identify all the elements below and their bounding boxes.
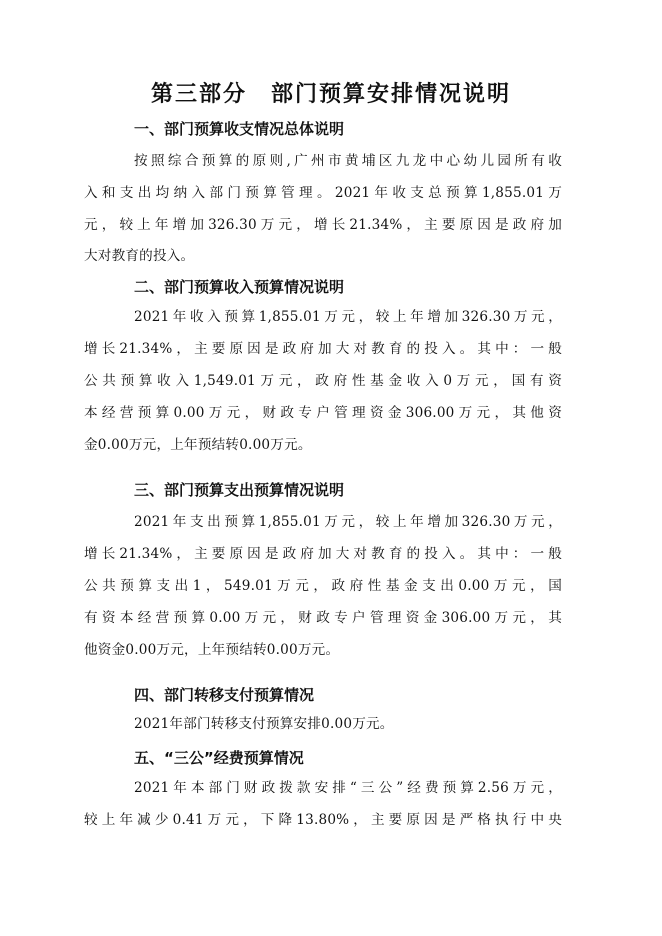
section-2-line-1: 2021年收入预算1,855.01万元，较上年增加326.30万元， (134, 309, 562, 325)
section-1-line-2: 入和支出均纳入部门预算管理。2021年收支总预算1,855.01万 (84, 185, 562, 201)
section-4-heading: 四、部门转移支付预算情况 (134, 686, 315, 704)
section-2-line-5: 金0.00万元，上年预结转0.00万元。 (84, 437, 312, 453)
section-3-line-1: 2021年支出预算1,855.01万元，较上年增加326.30万元， (134, 514, 562, 530)
section-5-line-2: 较上年减少0.41万元，下降13.80%，主要原因是严格执行中央 (84, 812, 562, 828)
section-3-line-3: 公共预算支出1，549.01万元，政府性基金支出0.00万元，国 (84, 578, 562, 594)
section-2-line-3: 公共预算收入1,549.01万元，政府性基金收入0万元，国有资 (84, 373, 562, 389)
section-1-line-3: 元，较上年增加326.30万元，增长21.34%，主要原因是政府加 (84, 217, 562, 233)
section-1-line-4: 大对教育的投入。 (84, 248, 195, 264)
section-5-line-1: 2021年本部门财政拨款安排“三公”经费预算2.56万元， (134, 780, 562, 796)
section-2-line-4: 本经营预算0.00万元，财政专户管理资金306.00万元，其他资 (84, 405, 562, 421)
section-2-line-2: 增长21.34%，主要原因是政府加大对教育的投入。其中：一般 (84, 341, 562, 357)
section-5-heading: 五、“三公”经费预算情况 (134, 749, 304, 767)
section-3-line-4: 有资本经营预算0.00万元，财政专户管理资金306.00万元，其 (84, 610, 562, 626)
section-1-heading: 一、部门预算收支情况总体说明 (134, 120, 345, 138)
section-3-line-2: 增长21.34%，主要原因是政府加大对教育的投入。其中：一般 (84, 546, 562, 562)
section-2-heading: 二、部门预算收入预算情况说明 (134, 278, 345, 296)
section-3-heading: 三、部门预算支出预算情况说明 (134, 481, 345, 499)
section-1-line-1: 按照综合预算的原则,广州市黄埔区九龙中心幼儿园所有收 (134, 153, 562, 169)
section-4-line-1: 2021年部门转移支付预算安排0.00万元。 (134, 716, 394, 732)
page-title: 第三部分 部门预算安排情况说明 (150, 82, 511, 107)
section-3-line-5: 他资金0.00万元，上年预结转0.00万元。 (84, 642, 340, 658)
